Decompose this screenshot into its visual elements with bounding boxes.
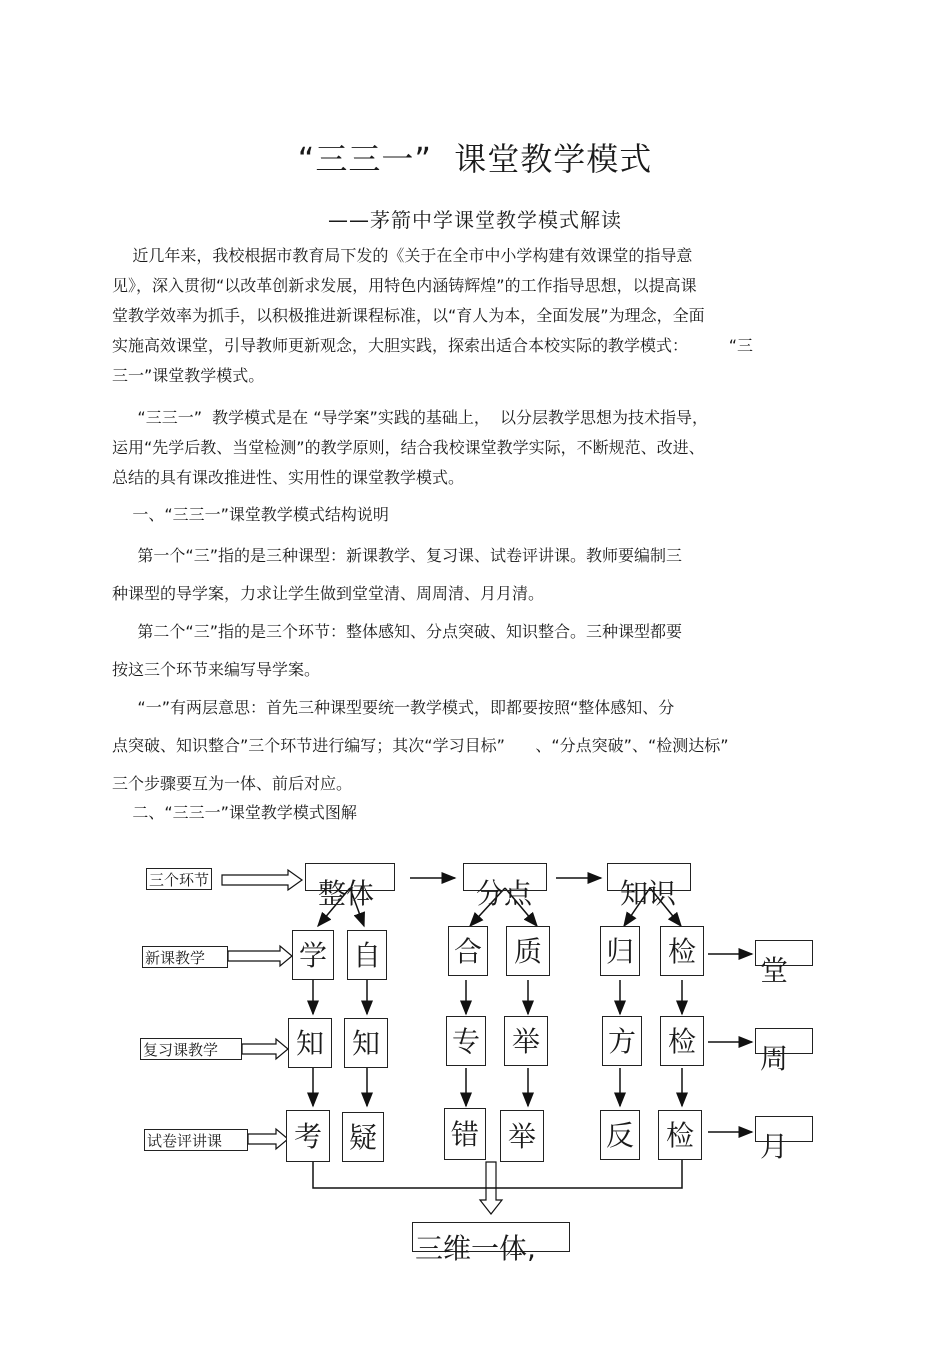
- hollow-arrow-row-3: [242, 1039, 288, 1059]
- cell-r1-c6: 检: [660, 926, 704, 976]
- hollow-arrow-row-1: [222, 870, 302, 890]
- paragraph-first-three: 第一个“三”指的是三种课型：新课教学、复习课、试卷评讲课。教师要编制三 种课型的导学案，力求让学生做到堂堂清、周周清、月月清。: [112, 546, 683, 603]
- cell-r2-c1: 知: [288, 1018, 332, 1068]
- paragraph-one: “一”有两层意思：首先三种课型要统一教学模式，即都要按照“整体感知、分 点突破、知识整合”三个环节进行编写；其次“学习目标” 、“分点突破”、“检测达标” 三个步骤要互为一体、前后对应。: [112, 698, 729, 793]
- cell-r2-c2: 知: [344, 1018, 388, 1068]
- cell-r2-c3: 专: [446, 1016, 486, 1066]
- cell-r3-c3: 错: [444, 1108, 486, 1160]
- final-box: 三维一体,: [412, 1222, 570, 1252]
- row-label-review-lesson: 复习课教学: [140, 1038, 242, 1060]
- stage-header-overall: 整体: [305, 863, 395, 891]
- cell-r1-c3: 合: [448, 926, 488, 976]
- row-label-new-lesson: 新课教学: [142, 946, 228, 968]
- paragraph-model-definition: “三三一” 教学模式是在 “导学案”实践的基础上， 以分层教学思想为技术指导， 运用“先学后教、当堂检测”的教学原则，结合我校课堂教学实际，不断规范、改进、 总结的具有课改推进性、实用性的课堂教学模式。: [112, 408, 709, 487]
- result-monthly: 月: [755, 1116, 813, 1142]
- hollow-arrow-row-2: [228, 946, 292, 966]
- result-weekly: 周: [755, 1028, 813, 1054]
- cell-r1-c1: 学: [292, 930, 334, 980]
- cell-r2-c6: 检: [660, 1016, 704, 1066]
- cell-r3-c1: 考: [286, 1110, 330, 1162]
- stage-header-integration: 知识: [607, 863, 691, 891]
- row-label-stages: 三个环节: [146, 868, 212, 890]
- page-subtitle: ——茅箭中学课堂教学模式解读: [328, 208, 622, 232]
- cell-r3-c2: 疑: [342, 1112, 384, 1162]
- paragraph-second-three: 第二个“三”指的是三个环节：整体感知、分点突破、知识整合。三种课型都要 按这三个环节来编写导学案。: [112, 622, 683, 679]
- result-daily: 堂: [755, 940, 813, 966]
- row-label-exam-review: 试卷评讲课: [144, 1129, 248, 1151]
- cell-r2-c4: 举: [504, 1016, 548, 1066]
- cell-r3-c4: 举: [500, 1110, 544, 1162]
- stage-header-breakthrough: 分点: [463, 863, 547, 891]
- cell-r3-c5: 反: [600, 1110, 640, 1160]
- cell-r1-c4: 质: [506, 926, 550, 976]
- section-heading-diagram: 二、“三三一”课堂教学模式图解: [112, 803, 357, 822]
- hollow-arrow-row-4: [248, 1129, 288, 1149]
- cell-r2-c5: 方: [602, 1016, 642, 1066]
- cell-r1-c5: 归: [600, 926, 640, 976]
- model-diagram: [0, 830, 950, 1310]
- cell-r1-c2: 自: [347, 930, 387, 980]
- paragraph-intro: 近几年来，我校根据市教育局下发的《关于在全市中小学构建有效课堂的指导意 见》，深入贯彻“以改革创新求发展，用特色内涵铸辉煌”的工作指导思想，以提高课 堂教学效率为抓手，以积极推进新课程标准，以“育人为本，全面发展”为理念，全面 实施高效课堂，引导教师更新观念，大胆实践，探索出适合本校实际的教学模式： “三 三一”课堂教学模式。: [112, 246, 753, 385]
- section-heading-structure: 一、“三三一”课堂教学模式结构说明: [112, 505, 389, 524]
- cell-r3-c6: 检: [658, 1110, 702, 1160]
- page-title: “三三一” 课堂教学模式: [297, 140, 653, 178]
